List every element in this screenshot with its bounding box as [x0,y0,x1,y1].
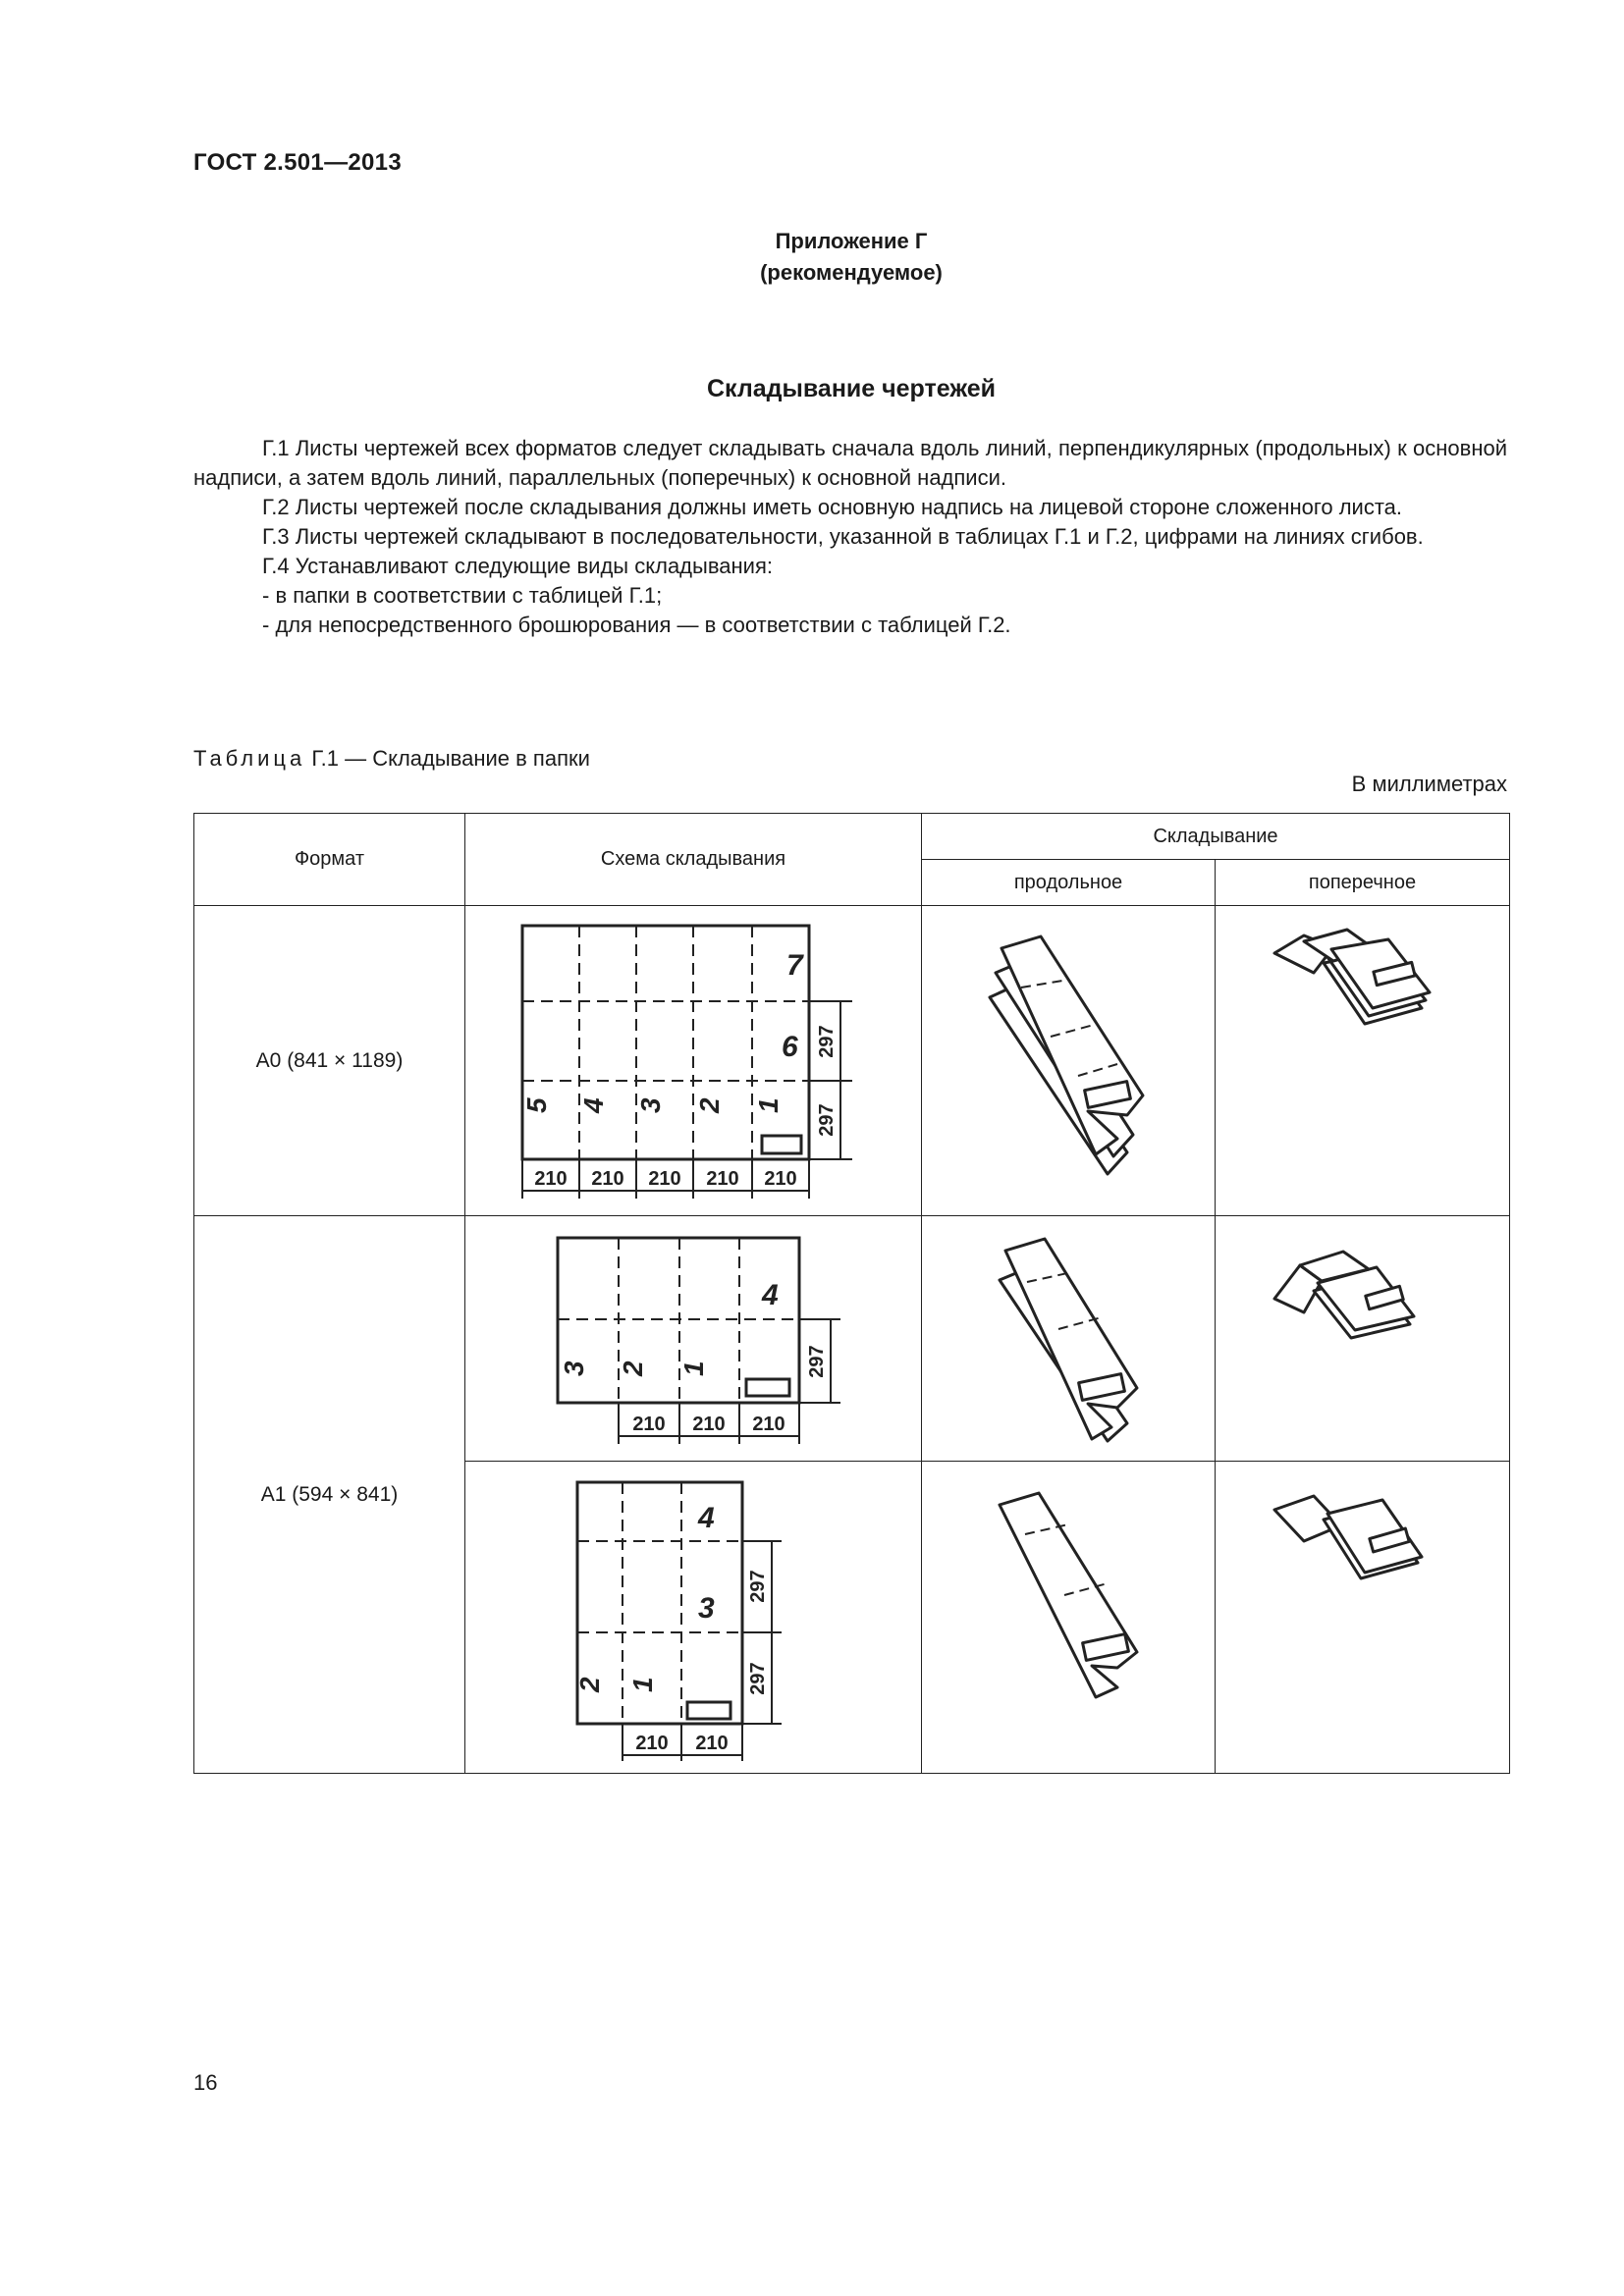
dimension-label: 210 [706,1167,739,1190]
longitudinal-a1-cell [922,1216,1216,1462]
list-item: - в папки в соответствии с таблицей Г.1; [262,583,663,608]
dimension-label: 297 [806,1344,828,1378]
dimension-label: 297 [747,1661,769,1695]
document-code: ГОСТ 2.501—2013 [193,149,402,176]
dimension-label: 210 [591,1167,624,1190]
appendix-subtitle: (рекомендуемое) [760,260,943,285]
scheme-a0-cell [465,906,922,1216]
dimension-label: 210 [635,1732,669,1754]
scheme-a1-diagram [536,1226,850,1452]
format-a0: А0 (841 × 1189) [194,906,465,1216]
fold-number: 2 [694,1096,725,1113]
appendix-title: Приложение Г [775,229,928,253]
fold-number: 4 [762,1278,779,1311]
fold-number: 1 [627,1676,658,1692]
header-format: Формат [194,814,465,906]
dimension-label: 210 [764,1167,797,1190]
transverse-a1-illustration [1265,1236,1461,1373]
fold-number: 1 [753,1096,784,1113]
title-block [687,1702,731,1719]
longitudinal-a1b-cell [922,1462,1216,1774]
appendix-heading [0,226,1624,289]
transverse-a1b-cell [1216,1462,1510,1774]
format-a1: А1 (594 × 841) [194,1216,465,1774]
page-number: 16 [193,2070,218,2095]
fold-number: 3 [559,1360,589,1376]
scheme-a1-cell [465,1216,922,1462]
dimension-label: 297 [816,1024,838,1058]
longitudinal-a0-illustration [970,929,1166,1194]
header-folding: Складывание [922,814,1510,860]
paragraph-g3: Г.3 Листы чертежей складывают в последовательности, указанной в таблицах Г.1 и Г.2, цифрами на линиях сгибов. [262,524,1424,549]
title-block [762,1136,801,1153]
paragraph-g2: Г.2 Листы чертежей после складывания должны иметь основную надпись на лицевой стороне сложенного листа. [262,495,1403,519]
paragraph-g4: Г.4 Устанавливают следующие виды складывания: [262,554,773,578]
transverse-a0-cell [1216,906,1510,1216]
table-caption-text: Г.1 — Складывание в папки [311,746,590,771]
table-caption [193,746,590,772]
fold-number: 6 [782,1030,798,1063]
fold-number: 4 [578,1096,609,1113]
scheme-a0-diagram [487,914,899,1208]
dimension-label: 210 [632,1413,666,1435]
longitudinal-a1-illustration [970,1231,1166,1447]
header-longitudinal: продольное [922,860,1216,906]
dimension-label: 210 [695,1732,729,1754]
title-block [746,1379,789,1396]
fold-number: 3 [635,1096,666,1113]
fold-number: 3 [698,1591,715,1625]
paragraph-g1: Г.1 Листы чертежей всех форматов следует складывать сначала вдоль линий, перпендикулярных (продольных) к основной надписи, а затем вдоль линий, параллельных (поперечных) к основной надписи. [193,436,1507,490]
list-item: - для непосредственного брошюрования — в соответствии с таблицей Г.2. [262,613,1011,637]
longitudinal-a1b-illustration [970,1485,1166,1701]
dimension-label: 210 [534,1167,568,1190]
fold-number: 4 [698,1501,715,1534]
sheet-outline [522,926,809,1159]
transverse-a1-cell [1216,1216,1510,1462]
body-text [193,434,1507,640]
scheme-a1b-diagram [566,1470,821,1765]
fold-number: 1 [678,1360,709,1376]
transverse-a0-illustration [1265,914,1461,1051]
table-units: В миллиметрах [1351,772,1507,796]
dimension-label: 297 [816,1102,838,1137]
dimension-label: 210 [692,1413,726,1435]
scheme-a1b-cell [465,1462,922,1774]
table-caption-label: Таблица [193,746,306,771]
transverse-a1b-illustration [1265,1480,1461,1618]
fold-number: 2 [618,1360,648,1376]
longitudinal-a0-cell [922,906,1216,1216]
folding-table [193,813,1510,1774]
header-scheme: Схема складывания [465,814,922,906]
dimension-label: 297 [747,1569,769,1603]
section-title: Складывание чертежей [707,375,996,402]
dimension-label: 210 [752,1413,785,1435]
dimension-label: 210 [648,1167,681,1190]
fold-number: 7 [786,948,803,982]
fold-number: 5 [521,1096,552,1113]
fold-number: 2 [574,1676,605,1692]
header-transverse: поперечное [1216,860,1510,906]
